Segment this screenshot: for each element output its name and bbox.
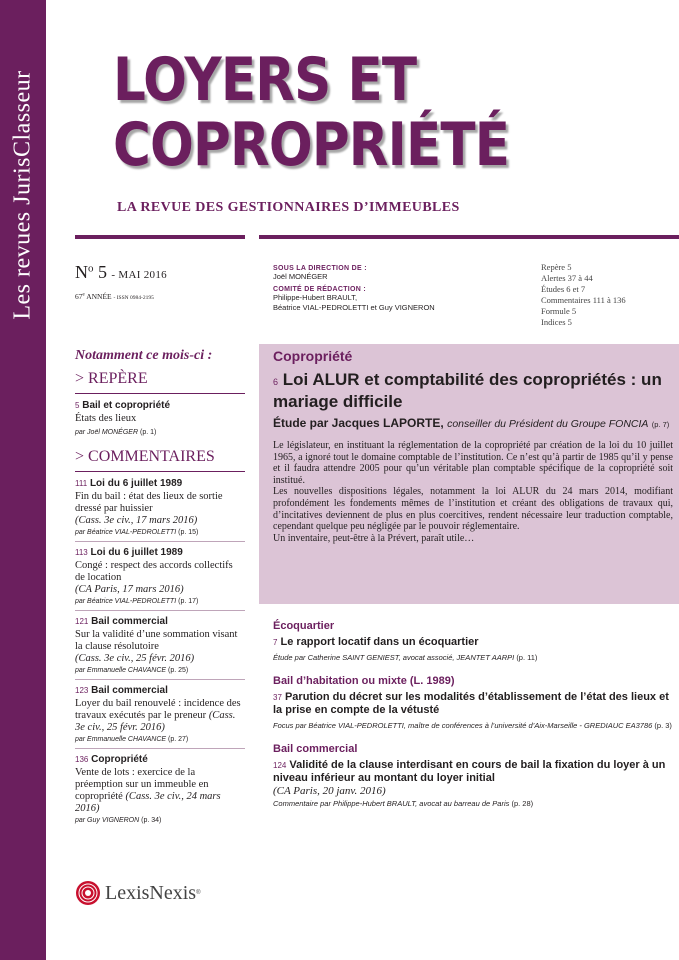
article-category: Bail d’habitation ou mixte (L. 1989) xyxy=(273,675,455,687)
item-ref: (Cass. 3e civ., 25 févr. 2016) xyxy=(75,653,195,664)
feature-num: 6 xyxy=(273,377,279,387)
item-num: 111 xyxy=(75,479,88,488)
item-num: 123 xyxy=(75,686,89,695)
committee-line-2: Béatrice VIAL-PEDROLETTI et Guy VIGNERON xyxy=(273,303,435,312)
item-num: 121 xyxy=(75,617,89,626)
item-body: États des lieux xyxy=(75,413,137,424)
item-page: (p. 34) xyxy=(141,817,162,824)
contents-index xyxy=(541,262,626,328)
article-num: 7 xyxy=(273,638,278,647)
item-num: 5 xyxy=(75,401,80,410)
item-page: (p. 25) xyxy=(168,667,189,674)
issue-n-label: N xyxy=(75,262,88,282)
item-body: Fin du bail : état des lieux de sortie dressé par huissier xyxy=(75,491,223,514)
separator xyxy=(75,610,245,611)
article-title: Validité de la clause interdisant en cours de bail la fixation du loyer à un niveau inférieur au montant du loyer initial xyxy=(273,759,666,784)
issue-number xyxy=(75,262,167,283)
article-author: Commentaire par Philippe-Hubert BRAULT, avocat au barreau de Paris xyxy=(273,799,510,808)
separator xyxy=(75,748,245,749)
collection-name: Les revues JurisClasseur xyxy=(9,70,36,320)
item-body: Loyer du bail renouvelé : incidence des travaux exécutés par le preneur xyxy=(75,698,241,721)
item-ref: (CA Paris, 17 mars 2016) xyxy=(75,584,184,595)
item-page: (p. 15) xyxy=(178,529,199,536)
repere-item-head xyxy=(75,400,245,411)
feature-article xyxy=(273,348,673,544)
item-body: Sur la validité d’une sommation visant la clause résolutoire xyxy=(75,629,238,652)
publisher-mark: ® xyxy=(196,890,201,896)
index-item: Études 6 et 7 xyxy=(541,284,586,294)
item-author: par Béatrice VIAL-PEDROLETTI xyxy=(75,529,177,536)
feature-para-3: Un inventaire, peut-être à la Prévert, paraît utile… xyxy=(273,532,475,544)
direction-label: SOUS LA DIRECTION DE : xyxy=(273,265,367,272)
left-column xyxy=(75,348,245,824)
article-page: (p. 3) xyxy=(654,721,672,730)
comment-item xyxy=(75,616,245,674)
article-num: 124 xyxy=(273,761,287,770)
issn: - ISSN 0984-2195 xyxy=(113,295,154,301)
feature-category: Copropriété xyxy=(273,348,353,364)
feature-title-text: Loi ALUR et comptabilité des copropriétés : un mariage difficile xyxy=(273,370,662,411)
issue-number-value: 5 xyxy=(97,262,107,282)
rule-left xyxy=(75,235,245,239)
title-line-2: COPROPRIÉTÉ xyxy=(113,110,510,180)
publisher-logo xyxy=(75,880,201,906)
article-ref: (CA Paris, 20 janv. 2016) xyxy=(273,785,386,797)
journal-subtitle: LA REVUE DES GESTIONNAIRES D’IMMEUBLES xyxy=(117,200,460,215)
article-category: Écoquartier xyxy=(273,620,335,632)
item-author: par Joël MONÉGER xyxy=(75,429,139,436)
item-head: Copropriété xyxy=(91,754,148,765)
index-item: Indices 5 xyxy=(541,317,572,327)
article-title: Le rapport locatif dans un écoquartier xyxy=(280,636,479,648)
feature-author: Étude par Jacques LAPORTE, xyxy=(273,416,444,430)
year-label: ANNÉE xyxy=(86,292,112,301)
index-item: Repère 5 xyxy=(541,262,572,272)
item-head: Loi du 6 juillet 1989 xyxy=(89,478,183,489)
item-head: Loi du 6 juillet 1989 xyxy=(90,547,183,558)
article-author: Étude par Catherine SAINT GENIEST, avocat associé, JEANTET AARPI xyxy=(273,653,515,662)
editorial-board xyxy=(273,265,523,313)
separator xyxy=(75,679,245,680)
issue-year xyxy=(75,292,154,301)
article-item xyxy=(273,675,673,731)
committee-line-1: Philippe-Hubert BRAULT, xyxy=(273,293,358,302)
left-heading: Notamment ce mois-ci : xyxy=(75,348,213,363)
lexisnexis-emblem-icon xyxy=(75,880,101,906)
item-head: Bail commercial xyxy=(91,685,168,696)
item-author: par Béatrice VIAL-PEDROLETTI xyxy=(75,598,177,605)
comment-item xyxy=(75,478,245,536)
index-item: Commentaires 111 à 136 xyxy=(541,295,626,305)
journal-title xyxy=(113,45,595,180)
publisher-name: LexisNexis xyxy=(105,881,197,904)
article-author: Focus par Béatrice VIAL-PEDROLETTI, maître de conférences à l’université d’Aix-Marseille - GREDIAUC EA3786 xyxy=(273,721,653,730)
year-num: 67 xyxy=(75,292,83,301)
divider xyxy=(75,471,245,472)
article-category: Bail commercial xyxy=(273,743,358,755)
item-body: Vente de lots : exercice de la préemption sur un immeuble en copropriété xyxy=(75,767,209,802)
article-page: (p. 28) xyxy=(511,799,534,808)
article-item xyxy=(273,620,673,663)
item-num: 113 xyxy=(75,548,88,557)
issue-date: - MAI 2016 xyxy=(111,269,167,281)
comment-item xyxy=(75,754,245,824)
feature-author-role: conseiller du Président du Groupe FONCIA xyxy=(447,418,649,430)
item-body: Congé : respect des accords collectifs de location xyxy=(75,560,233,583)
item-ref: (Cass. 3e civ., 25 févr. 2016) xyxy=(75,710,236,733)
index-item: Alertes 37 à 44 xyxy=(541,273,593,283)
divider xyxy=(75,393,245,394)
issue-n-sup: o xyxy=(88,262,94,275)
index-item: Formule 5 xyxy=(541,306,577,316)
item-page: (p. 17) xyxy=(178,598,199,605)
item-head: Bail et copropriété xyxy=(82,400,171,411)
item-ref: (Cass. 3e civ., 24 mars 2016) xyxy=(75,791,221,814)
item-page: (p. 1) xyxy=(139,429,157,436)
feature-byline xyxy=(273,416,673,432)
item-author: par Guy VIGNERON xyxy=(75,817,140,824)
committee-label: COMITÉ DE RÉDACTION : xyxy=(273,286,367,293)
direction-name: Joël MONÉGER xyxy=(273,272,328,281)
year-sup: e xyxy=(82,292,85,298)
item-num: 136 xyxy=(75,755,89,764)
item-by xyxy=(75,429,245,436)
feature-title xyxy=(273,370,673,412)
item-author: par Emmanuelle CHAVANCE xyxy=(75,667,167,674)
article-item xyxy=(273,743,673,809)
repere-label: > REPÈRE xyxy=(75,370,148,387)
rule-right xyxy=(259,235,679,239)
separator xyxy=(75,541,245,542)
comment-item xyxy=(75,685,245,743)
item-author: par Emmanuelle CHAVANCE xyxy=(75,736,167,743)
item-ref: (Cass. 3e civ., 17 mars 2016) xyxy=(75,515,198,526)
title-line-1: LOYERS ET xyxy=(113,45,417,115)
feature-para-1: Le législateur, en instituant la réglementation de la copropriété par création de la loi du 10 juillet 1965, a ignoré tout le domaine comptable de l’institution. Ce n’est qu’à partir de 1985 qu’il y pense et il faudra attendre 2005 pour qu’un véritable plan comptable spécifique de la copropriété soit institué. xyxy=(273,440,673,486)
article-page: (p. 11) xyxy=(516,653,538,662)
article-num: 37 xyxy=(273,693,282,702)
collection-band xyxy=(0,0,46,960)
article-title: Parution du décret sur les modalités d’établissement de l’état des lieux et la prise en compte de la vétusté xyxy=(273,691,669,716)
feature-para-2: Les nouvelles dispositions légales, notamment la loi ALUR du 24 mars 2014, modifiant profondément les fondements mêmes de l’institution et créant des obligations de travaux qui, d’incitatives deviennent de plus en plus coercitives, rendent nécessaire leur traduction comptable, cependant quelque peu négligée par le pouvoir réglementaire. xyxy=(273,486,673,533)
articles-list xyxy=(273,620,673,809)
comment-item xyxy=(75,547,245,605)
item-page: (p. 27) xyxy=(168,736,189,743)
commentaires-label: > COMMENTAIRES xyxy=(75,448,215,465)
item-head: Bail commercial xyxy=(91,616,168,627)
feature-page: (p. 7) xyxy=(651,420,670,429)
